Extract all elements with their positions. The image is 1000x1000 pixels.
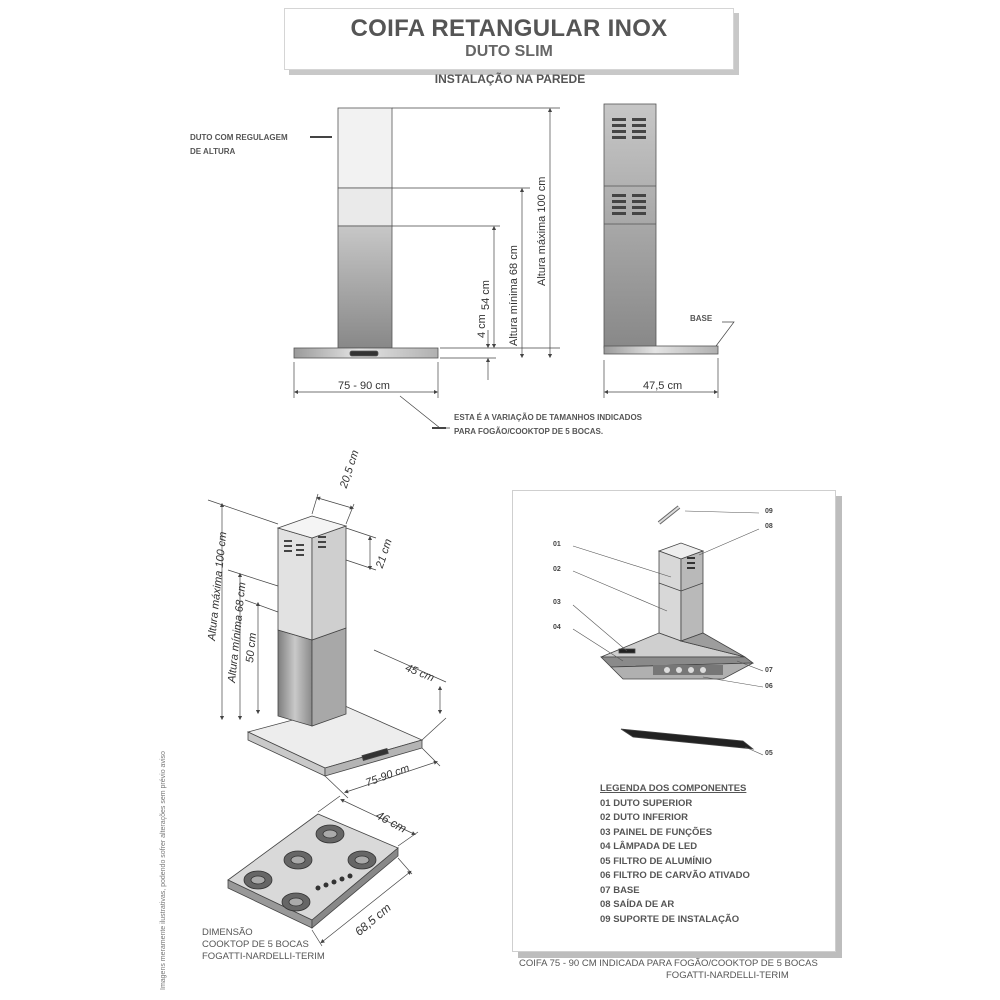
front-middle-duct	[338, 188, 392, 226]
legend-item: 08 SAÍDA DE AR	[600, 899, 675, 910]
side-duct	[604, 104, 656, 348]
side-hood-base	[604, 346, 718, 354]
duct-label-line1: DUTO COM REGULAGEM	[190, 133, 288, 142]
hood-caption-line2: FOGATTI-NARDELLI-TERIM	[666, 970, 789, 981]
callout-04: 04	[553, 624, 561, 631]
base-label: BASE	[690, 314, 713, 323]
size-note-line2: PARA FOGÃO/COOKTOP DE 5 BOCAS.	[454, 427, 604, 436]
iso-lower-duct-front	[278, 630, 312, 726]
iso-upper-duct-side	[312, 526, 346, 640]
page-subtitle: DUTO SLIM	[465, 43, 553, 60]
cooktop-top	[228, 814, 398, 920]
front-view	[294, 108, 560, 428]
cooktop-dim-46: 46 cm	[373, 808, 409, 836]
front-dim-max: Altura máxima 100 cm	[536, 176, 548, 286]
iso-dim-20-5: 20,5 cm	[338, 448, 362, 490]
duct-label-line2: DE ALTURA	[190, 147, 236, 156]
callout-06: 06	[765, 683, 773, 690]
front-lower-duct	[338, 226, 392, 348]
legend-item: 04 LÂMPADA DE LED	[600, 841, 698, 852]
cooktop-caption-line3: FOGATTI-NARDELLI-TERIM	[202, 951, 325, 962]
cooktop-dim-68-5: 68,5 cm	[352, 900, 394, 939]
front-dim-54: 54 cm	[480, 280, 492, 310]
size-note-line1: ESTA É A VARIAÇÃO DE TAMANHOS INDICADOS	[454, 413, 643, 422]
disclaimer-note: Imagens meramente ilustrativas, podendo sofrer alterações sem prévio aviso	[160, 751, 167, 990]
callout-08: 08	[765, 523, 773, 530]
callout-01: 01	[553, 541, 561, 548]
side-depth-label: 47,5 cm	[643, 380, 683, 392]
hood-caption-line1: COIFA 75 - 90 CM INDICADA PARA FOGÃO/COOKTOP DE 5 BOCAS	[519, 958, 818, 969]
iso-upper-duct-front	[278, 528, 312, 640]
component-legend	[600, 782, 750, 927]
callout-09: 09	[765, 508, 773, 515]
legend-item: 05 FILTRO DE ALUMÍNIO	[600, 855, 712, 867]
iso-lower-duct-side	[312, 628, 346, 726]
iso-view	[208, 494, 446, 798]
legend-item: 01 DUTO SUPERIOR	[600, 797, 693, 809]
cooktop-caption-line2: COOKTOP DE 5 BOCAS	[202, 939, 309, 950]
iso-dim-75-90: 75-90 cm	[364, 762, 412, 790]
iso-dim-45: 45 cm	[403, 662, 436, 685]
cooktop-caption-line1: DIMENSÃO	[202, 927, 253, 938]
iso-dim-min: Altura mínima 68 cm	[226, 581, 249, 684]
iso-dim-max: Altura máxima 100 cm	[206, 531, 230, 642]
legend-title: LEGENDA DOS COMPONENTES	[600, 783, 747, 794]
page-title: COIFA RETANGULAR INOX	[350, 15, 668, 42]
front-dim-4: 4 cm	[476, 314, 488, 338]
legend-item: 02 DUTO INFERIOR	[600, 812, 688, 823]
side-view	[604, 104, 734, 398]
iso-dim-21: 21 cm	[374, 537, 395, 570]
callout-02: 02	[553, 566, 561, 573]
legend-item: 09 SUPORTE DE INSTALAÇÃO	[600, 913, 740, 925]
legend-item: 03 PAINEL DE FUNÇÕES	[600, 826, 713, 838]
legend-item: 06 FILTRO DE CARVÃO ATIVADO	[600, 870, 750, 881]
iso-dim-50: 50 cm	[244, 632, 260, 664]
section-title: INSTALAÇÃO NA PAREDE	[434, 72, 586, 86]
legend-item: 07 BASE	[600, 884, 640, 896]
front-control-panel	[350, 351, 378, 356]
callout-07: 07	[765, 667, 773, 674]
front-width-label: 75 - 90 cm	[338, 380, 390, 392]
front-dim-min: Altura mínima 68 cm	[508, 245, 520, 346]
callout-03: 03	[553, 599, 561, 606]
front-upper-duct	[338, 108, 392, 188]
callout-05: 05	[765, 750, 773, 757]
